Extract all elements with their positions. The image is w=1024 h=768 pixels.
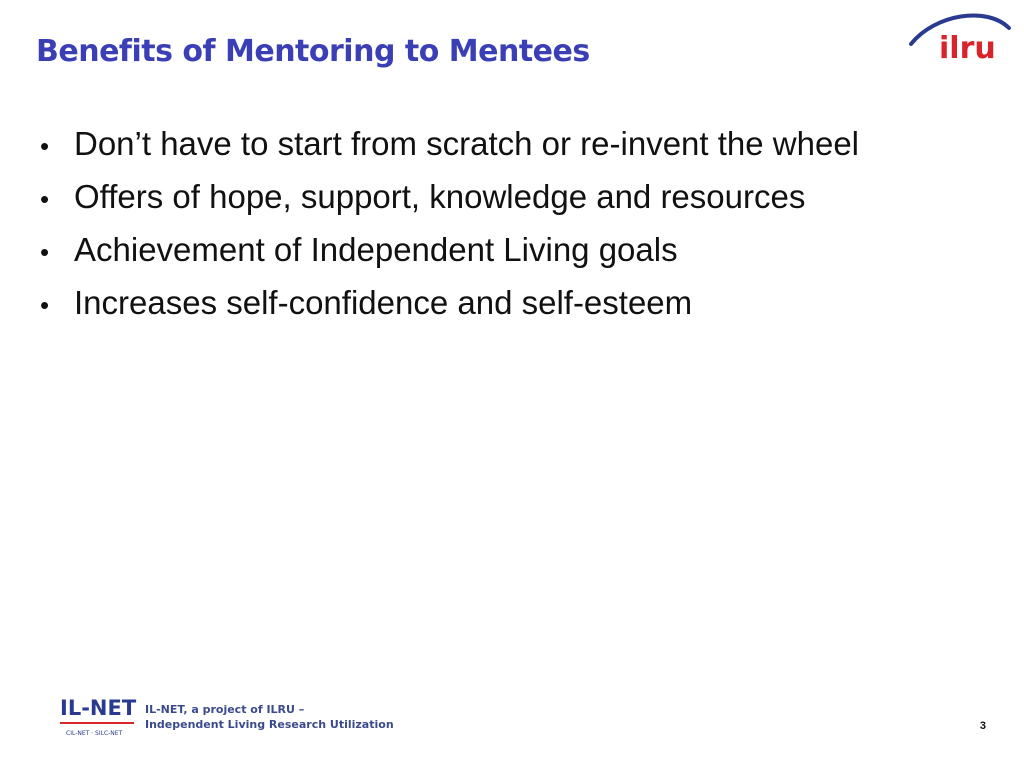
list-item <box>40 223 859 276</box>
list-item <box>40 117 859 170</box>
bullet-text: Don’t have to start from scratch or re-invent the wheel <box>74 125 860 162</box>
bullet-icon: • <box>40 131 50 161</box>
bullet-text: Offers of hope, support, knowledge and resources <box>74 178 806 215</box>
svg-text:ilru: ilru <box>939 31 996 66</box>
bullet-list <box>40 117 859 329</box>
bullet-text: Achievement of Independent Living goals <box>74 231 678 268</box>
footer-text <box>145 702 394 732</box>
bullet-icon: • <box>40 290 50 320</box>
list-item <box>40 170 859 223</box>
footer-line-2: Independent Living Research Utilization <box>145 718 394 731</box>
bullet-icon: • <box>40 237 50 267</box>
il-net-logo-icon <box>58 693 142 743</box>
bullet-icon: • <box>40 184 50 214</box>
page-title: Benefits of Mentoring to Mentees <box>36 34 590 69</box>
page-number: 3 <box>979 720 986 732</box>
bullet-text: Increases self-confidence and self-esteem <box>74 284 693 321</box>
svg-text:IL-NET: IL-NET <box>60 696 137 720</box>
ilru-logo-icon <box>905 6 1015 68</box>
footer-line-1: IL-NET, a project of ILRU – <box>145 703 305 716</box>
svg-text:CIL-NET · SILC-NET: CIL-NET · SILC-NET <box>66 730 123 737</box>
list-item <box>40 276 859 329</box>
